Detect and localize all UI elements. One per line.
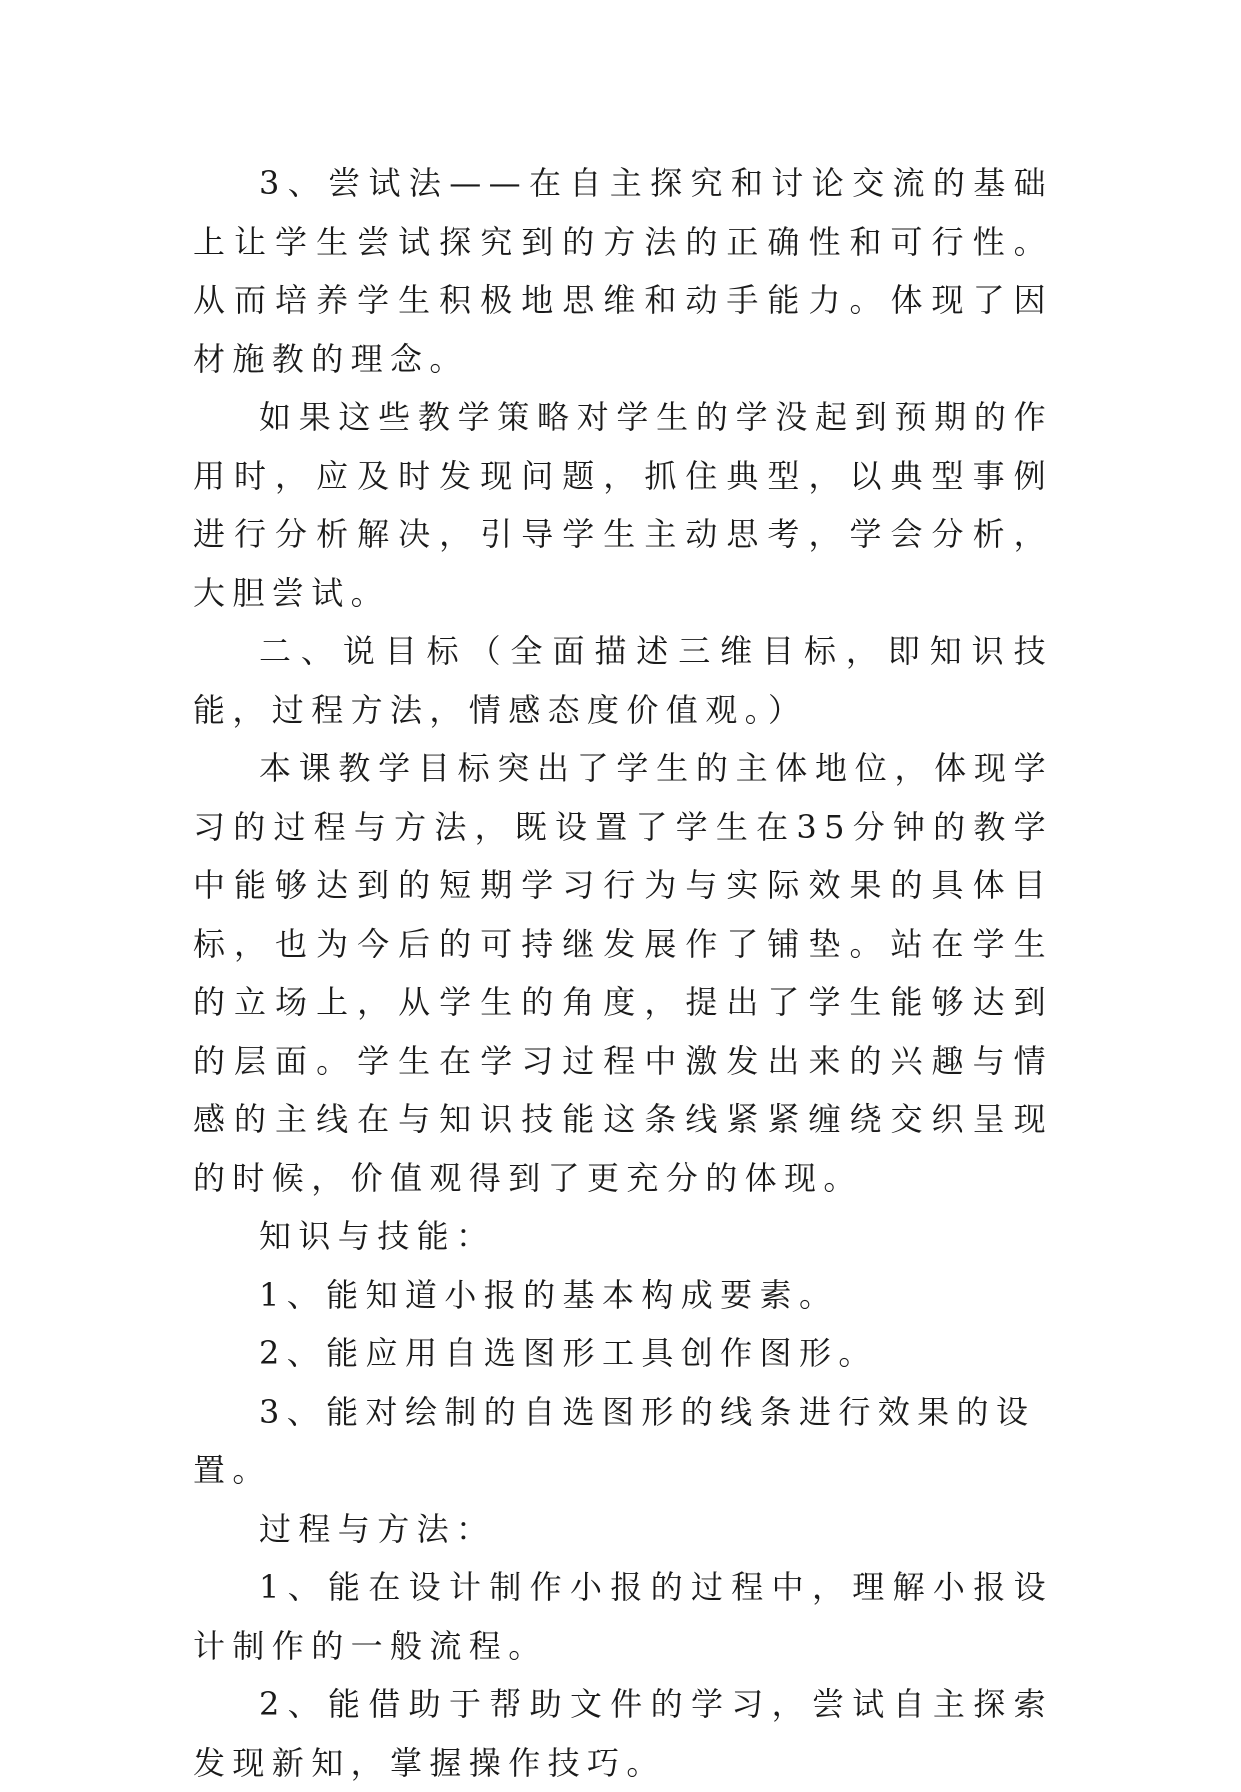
document-body [193, 154, 1053, 1792]
list-item-process-2: 2、能借助于帮助文件的学习，尝试自主探索发现新知，掌握操作技巧。 [193, 1685, 1053, 1782]
list-item-process-1: 1、能在设计制作小报的过程中，理解小报设计制作的一般流程。 [193, 1568, 1053, 1665]
paragraph-strategy-adjustment: 如果这些教学策略对学生的学没起到预期的作用时，应及时发现问题，抓住典型，以典型事例进行分析解决，引导学生主动思考，学会分析，大胆尝试。 [193, 398, 1053, 612]
list-item-knowledge-1: 1、能知道小报的基本构成要素。 [259, 1275, 839, 1314]
paragraph-trial-method: 3、尝试法——在自主探究和讨论交流的基础上让学生尝试探究到的方法的正确性和可行性。从而培养学生积极地思维和动手能力。体现了因材施教的理念。 [193, 164, 1053, 378]
heading-process-methods: 过程与方法： [259, 1509, 496, 1548]
paragraph-objectives-heading: 二、说目标（全面描述三维目标，即知识技能，过程方法，情感态度价值观。） [193, 632, 1053, 729]
list-item-knowledge-3: 3、能对绘制的自选图形的线条进行效果的设置。 [193, 1392, 1036, 1489]
paragraph-objectives-description: 本课教学目标突出了学生的主体地位，体现学习的过程与方法，既设置了学生在35分钟的教学中能够达到的短期学习行为与实际效果的具体目标，也为今后的可持继发展作了铺垫。站在学生的立场上，从学生的角度，提出了学生能够达到的层面。学生在学习过程中激发出来的兴趣与情感的主线在与知识技能这条线紧紧缠绕交织呈现的时候，价值观得到了更充分的体现。 [193, 749, 1053, 1197]
heading-knowledge-skills: 知识与技能： [259, 1217, 496, 1255]
list-item-knowledge-2: 2、能应用自选图形工具创作图形。 [259, 1334, 878, 1372]
